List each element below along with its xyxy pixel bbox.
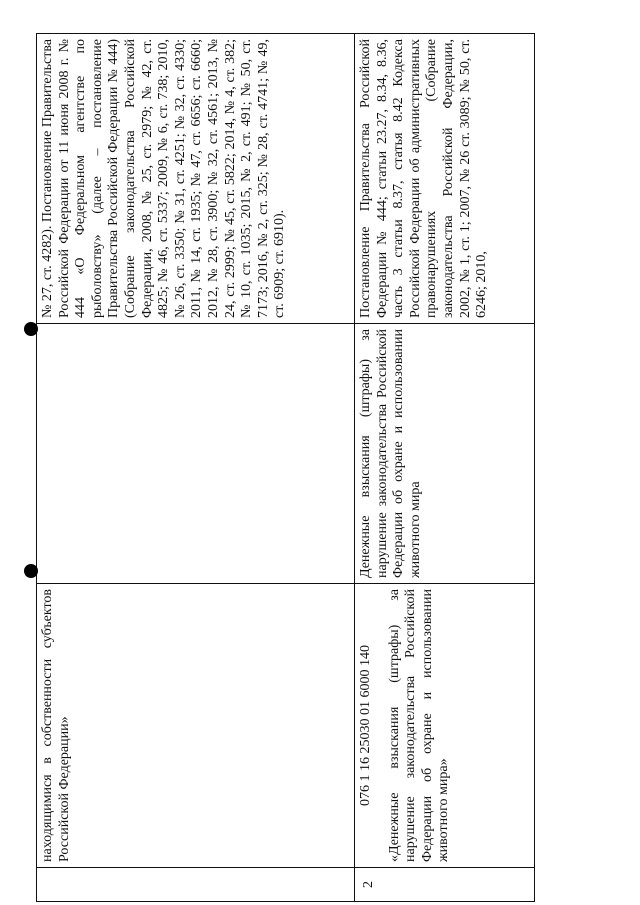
row-number: 2 (361, 881, 376, 888)
income-name-cell (355, 584, 535, 868)
punch-hole-top (24, 322, 38, 336)
fees-table (36, 33, 535, 902)
row-number-cell (355, 868, 535, 902)
income-name-cell (37, 584, 355, 868)
rotated-document-page (36, 34, 534, 902)
legal-basis-text: Постановление Правительства Российской Федерации № 444; статьи 23.27, 8.34, 8.36, часть 3 статьи 8.37, статья 8.42 Кодекса Российской Федерации об административных правонарушениях (Собрание законодательства Российской Федерации, 2002, № 1, ст. 1; 2007, № 26 ст. 3089; № 50, ст. 6246; 2010, (358, 39, 490, 318)
table-row (37, 34, 355, 902)
legal-basis-cell (37, 34, 355, 324)
legal-basis-text: № 27, ст. 4282). Постановление Правительства Российской Федерации от 11 июня 2008 г. № 444 «О Федеральном агентстве по рыболовству» (далее – постановление Правительства Российской Федерации № 444) (Собрание законодательства Российской Федерации, 2008, № 25, ст. 2979; № 42, ст. 4825; № 46, ст. 5337; 2009, № 6, ст. 738; 2010, № 26, ст. 3350; № 31, ст. 4251; № 32, ст. 4330; 2011, № 14, ст. 1935; № 47, ст. 6656; ст. 6660; 2012, № 28, ст. 3900; № 32, ст. 4561; 2013, № 24, ст. 2999; № 45, ст. 5822; 2014, № 4, ст. 382; № 10, ст. 1035; 2015, № 2, ст. 491; № 50, ст. 7173; 2016, № 2, ст. 325; № 28, ст. 4741; № 49, ст. 6909; ст. 6910). (40, 39, 288, 318)
table-row (355, 34, 535, 902)
income-type-cell (37, 324, 355, 584)
row-number-cell (37, 868, 355, 902)
punch-hole-bottom (24, 564, 38, 578)
budget-classification-code: 076 1 16 25030 01 6000 140 (358, 645, 373, 806)
legal-basis-cell (355, 34, 535, 324)
income-type-cell (355, 324, 535, 584)
income-name-text: находящимися в собственности субъектов Российской Федерации» (40, 589, 72, 862)
income-name-text: «Денежные взыскания (штрафы) за нарушение законодательства Российской Федерации об охране и использовании животного мира» (386, 589, 452, 862)
income-type-text: Денежные взыскания (штрафы) за нарушение законодательства Российской Федерации об охране и использовании животного мира (358, 329, 423, 578)
